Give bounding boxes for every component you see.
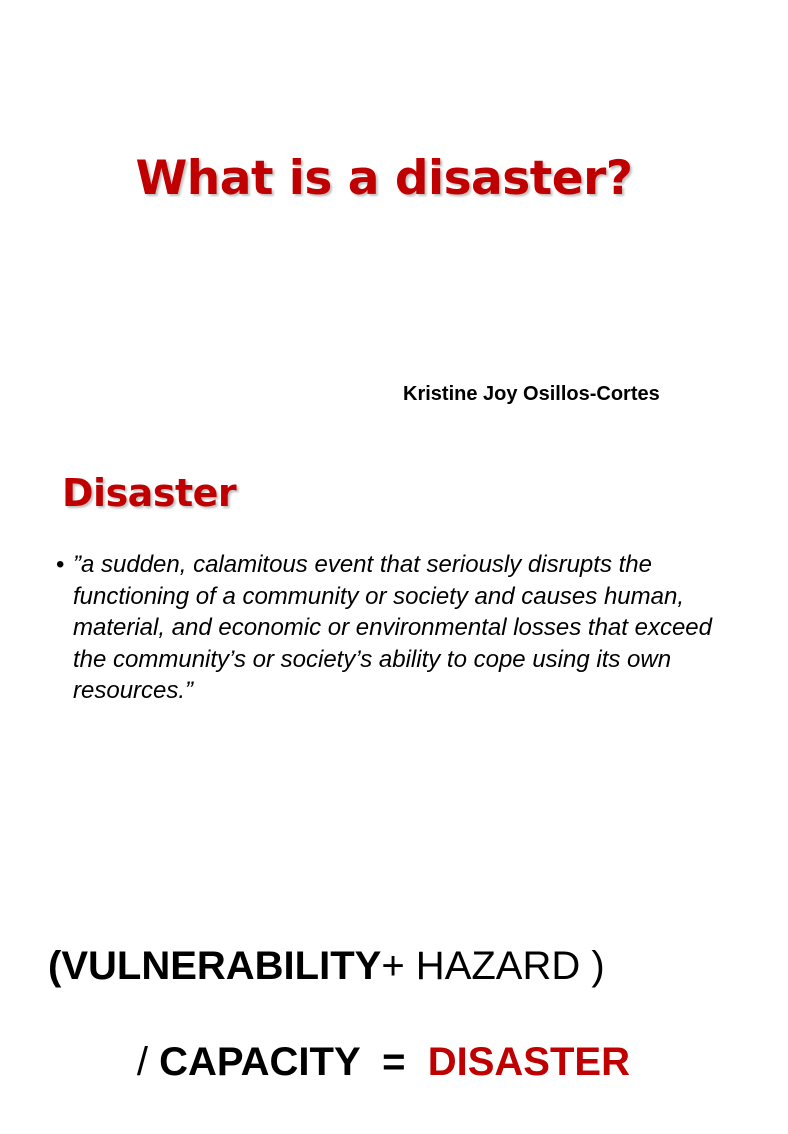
formula-slash: / xyxy=(136,1040,160,1084)
page-title: What is a disaster? xyxy=(135,151,633,206)
formula-vulnerability: VULNERABILITY xyxy=(61,944,382,988)
author-name: Kristine Joy Osillos-Cortes xyxy=(403,383,660,405)
formula-slide xyxy=(0,900,768,1084)
section-heading: Disaster xyxy=(62,471,237,515)
formula-result: DISASTER xyxy=(427,1040,630,1084)
formula-hazard: + HAZARD ) xyxy=(381,944,605,988)
definition-text: ”a sudden, calamitous event that seriously disrupts the functioning of a community or society and causes human, material, and economic or environmental losses that exceed the community’s or society’s ability to cope using its own resources.” xyxy=(73,551,712,704)
formula-line-2 xyxy=(48,990,788,1134)
formula-open-paren: ( xyxy=(48,944,62,988)
bullet-icon: • xyxy=(56,551,65,578)
formula-capacity: CAPACITY xyxy=(159,1040,360,1084)
definition-slide xyxy=(0,450,768,780)
formula-equals: = xyxy=(359,1040,428,1084)
title-slide xyxy=(0,0,768,450)
formula-line-1 xyxy=(48,942,788,990)
disaster-formula xyxy=(48,942,788,1134)
definition-list xyxy=(56,549,736,707)
definition-item xyxy=(56,549,736,707)
